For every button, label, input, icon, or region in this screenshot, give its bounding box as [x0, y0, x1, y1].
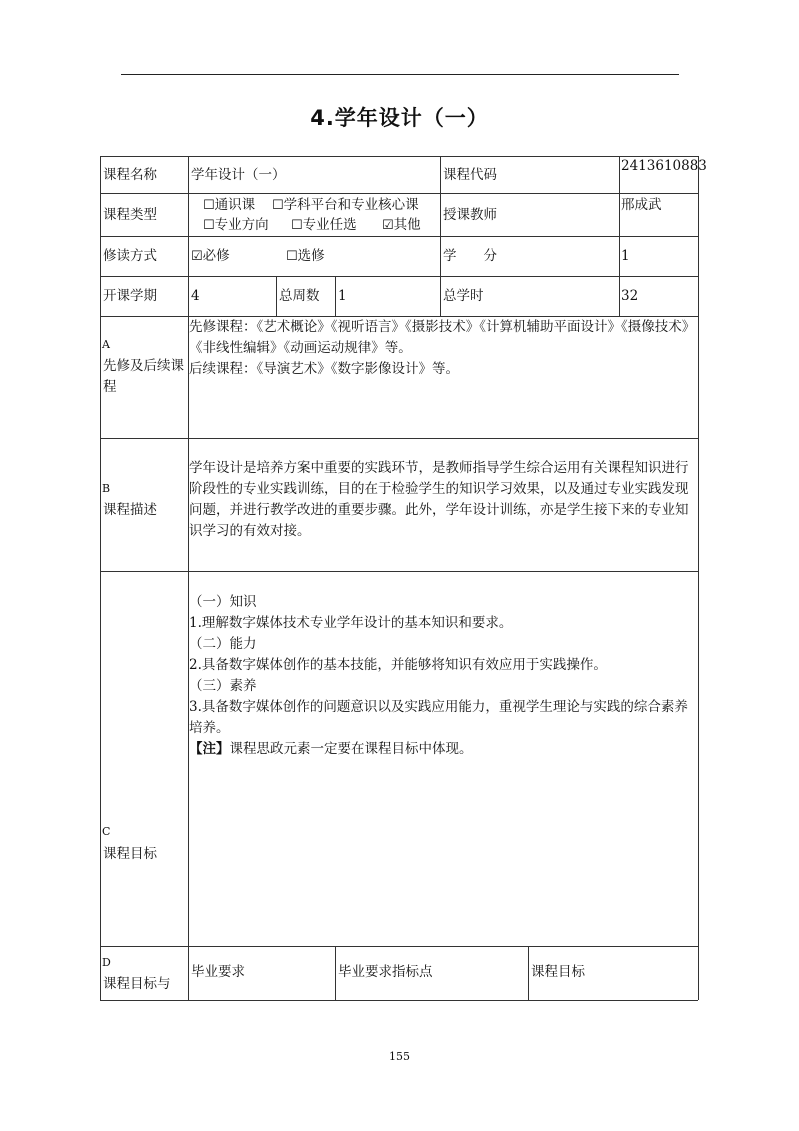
column-divider [276, 276, 277, 316]
table-border-right [698, 156, 699, 1000]
note-text: 课程思政元素一定要在课程目标中体现。 [229, 741, 473, 757]
hours-label: 总学时 [443, 288, 484, 304]
mapping-col-graduation-req: 毕业要求 [191, 964, 245, 980]
row-divider [100, 571, 698, 572]
study-mode-label: 修读方式 [103, 248, 157, 264]
section-letter-a: A [102, 338, 110, 351]
column-divider [188, 156, 189, 1000]
description-label: 课程描述 [103, 502, 157, 518]
option-label: 专业方向 [214, 217, 269, 233]
row-divider [100, 193, 698, 194]
prereq-courses: 先修课程：《艺术概论》《视听语言》《摄影技术》《计算机辅助平面设计》《摄像技术》《非线性编辑》《动画运动规律》等。 [189, 319, 689, 356]
course-type-option-direction [203, 215, 269, 236]
objective-heading-ability: （二）能力 [189, 636, 257, 652]
column-divider [619, 156, 620, 316]
weeks-value: 1 [338, 288, 347, 304]
objectives-label: 课程目标 [103, 846, 157, 862]
credit-value: 1 [621, 248, 630, 264]
description-text: 学年设计是培养方案中重要的实践环节，是教师指导学生综合运用有关课程知识进行阶段性的专业实践训练，目的在于检验学生的知识学习效果，以及通过专业实践发现问题，并进行教学改进的重要步骤。此外，学年设计训练，亦是学生接下来的专业知识学习的有效对接。 [189, 460, 689, 539]
mapping-label: 课程目标与 [103, 976, 171, 992]
followup-courses: 后续课程：《导演艺术》《数字影像设计》等。 [189, 361, 459, 377]
table-border-left [100, 156, 101, 1000]
course-type-option-general [203, 195, 255, 216]
row-divider [100, 946, 698, 947]
column-divider [528, 946, 529, 1000]
column-divider [335, 276, 336, 316]
teacher-label: 授课教师 [443, 207, 497, 223]
checkbox-checked-icon: ☑ [191, 249, 203, 264]
table-border-top [100, 156, 698, 157]
course-type-option-other [382, 215, 421, 236]
objective-heading-knowledge: （一）知识 [189, 594, 257, 610]
objective-item: 3.具备数字媒体创作的问题意识以及实践应用能力，重视学生理论与实践的综合素养培养。 [189, 699, 688, 736]
column-divider [335, 946, 336, 1000]
course-code-label: 课程代码 [443, 167, 497, 183]
page-number: 155 [389, 1050, 410, 1063]
mapping-col-indicator: 毕业要求指标点 [338, 964, 433, 980]
row-divider [100, 276, 698, 277]
section-letter-c: C [102, 825, 111, 838]
course-info-table [100, 156, 707, 1000]
study-mode-elective [286, 246, 325, 267]
mapping-col-objective: 课程目标 [531, 964, 585, 980]
hours-value: 32 [621, 288, 639, 304]
course-code-value: 2413610883 [621, 158, 707, 174]
checkbox-unchecked-icon: ☐ [291, 218, 303, 233]
objective-item: 1.理解数字媒体技术专业学年设计的基本知识和要求。 [189, 615, 513, 631]
header-rule [121, 74, 679, 75]
teacher-value: 邢成武 [621, 197, 662, 213]
column-divider [440, 156, 441, 316]
section-letter-b: B [102, 482, 111, 495]
semester-value: 4 [191, 288, 200, 304]
table-border-bottom [100, 1000, 698, 1001]
course-type-label: 课程类型 [103, 207, 157, 223]
section-letter-d: D [102, 956, 111, 969]
objective-item: 2.具备数字媒体创作的基本技能，并能够将知识有效应用于实践操作。 [189, 657, 607, 673]
checkbox-unchecked-icon: ☐ [272, 198, 284, 213]
checkbox-unchecked-icon: ☐ [203, 218, 215, 233]
course-type-option-elective [291, 215, 357, 236]
option-label: 专业任选 [302, 217, 357, 233]
course-type-option-core [272, 195, 419, 216]
objectives-list [189, 592, 695, 760]
prereq-label: 先修及后续课程 [103, 358, 184, 395]
course-name-value: 学年设计（一） [191, 167, 286, 183]
course-name-label: 课程名称 [103, 167, 157, 183]
page-title: 4.学年设计（一） [310, 106, 489, 130]
note-bracket: 【注】 [189, 741, 230, 757]
option-label: 必修 [202, 248, 230, 264]
weeks-label: 总周数 [279, 288, 320, 304]
checkbox-unchecked-icon: ☐ [203, 198, 215, 213]
objective-note [189, 739, 695, 760]
option-label: 选修 [297, 248, 325, 264]
option-label: 其他 [393, 217, 421, 233]
objective-heading-quality: （三）素养 [189, 678, 257, 694]
semester-label: 开课学期 [103, 288, 157, 304]
checkbox-checked-icon: ☑ [382, 218, 394, 233]
checkbox-unchecked-icon: ☐ [286, 249, 298, 264]
option-label: 学科平台和专业核心课 [283, 197, 419, 213]
study-mode-required [191, 246, 230, 267]
row-divider [100, 438, 698, 439]
credit-label: 学 分 [443, 248, 497, 264]
row-divider [100, 236, 698, 237]
option-label: 通识课 [214, 197, 256, 213]
